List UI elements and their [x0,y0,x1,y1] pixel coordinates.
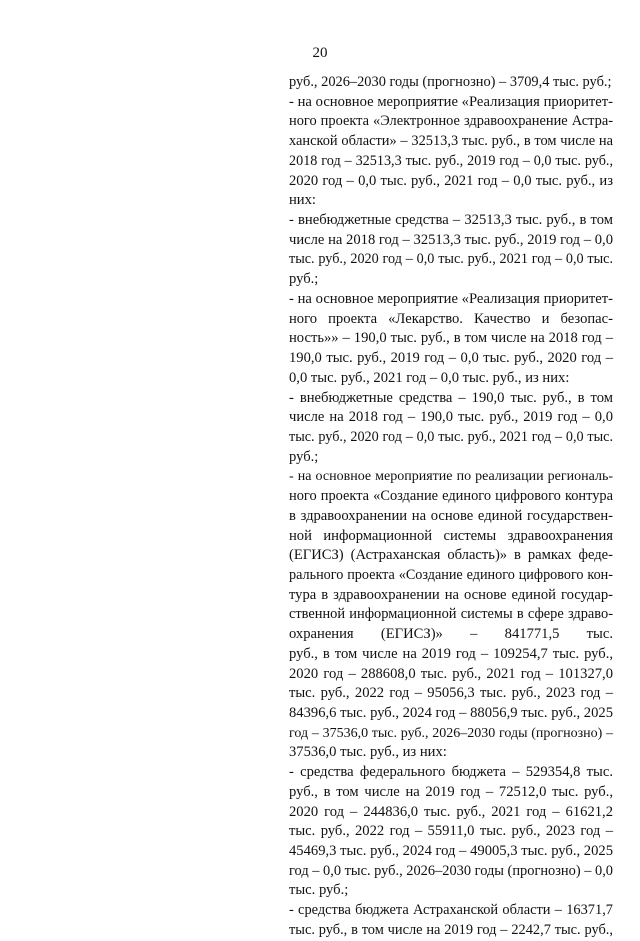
text-line: 37536,0 тыс. руб., из них: [289,744,447,761]
text-line: числе на 2018 год – 190,0 тыс. руб., 2019 год – 0,0 [289,409,613,426]
text-line: год – 0,0 тыс. руб., 2026–2030 годы (прогнозно) – 0,0 [289,862,613,879]
text-line: числе на 2018 год – 32513,3 тыс. руб., 2019 год – 0,0 [289,231,613,248]
text-line: них: [289,192,316,209]
text-line: руб., в том числе на 2019 год – 72512,0 тыс. руб., [289,783,613,800]
text-line: ного проекта «Лекарство. Качество и безопас- [289,310,613,327]
text-line: руб., в том числе на 2019 год – 109254,7 тыс. руб., [289,645,613,662]
text-line: - внебюджетные средства – 32513,3 тыс. руб., в том [289,212,613,229]
text-line: рального проекта «Создание единого цифрового кон- [289,566,613,583]
text-line: тыс. руб.; [289,882,349,899]
text-line: - средства бюджета Астраханской области – 16371,7 [289,902,613,919]
text-line: 0,0 тыс. руб., 2021 год – 0,0 тыс. руб., из них: [289,369,570,386]
text-line: - на основное мероприятие «Реализация приоритет- [289,290,613,307]
text-line: тыс. руб., 2020 год – 0,0 тыс. руб., 2021 год – 0,0 тыс. [289,428,613,445]
text-line: - внебюджетные средства – 190,0 тыс. руб., в том [289,389,613,406]
text-line: тура в здравоохранении на основе единой государ- [289,586,613,603]
text-line: ственной информационной системы в сфере здраво- [289,606,613,623]
text-line: руб., 2026–2030 годы (прогнозно) – 3709,4 тыс. руб.; [289,74,612,90]
text-line: 45469,3 тыс. руб., 2024 год – 49005,3 тыс. руб., 2025 [289,843,613,860]
text-line: 2018 год – 32513,3 тыс. руб., 2019 год – 0,0 тыс. руб., [289,152,613,169]
text-line: 190,0 тыс. руб., 2019 год – 0,0 тыс. руб., 2020 год – [289,350,613,367]
text-line: ного проекта «Создание единого цифрового контура [289,488,613,505]
text-line: руб.; [289,448,319,465]
text-line: тыс. руб., 2022 год – 55911,0 тыс. руб., 2023 год – [289,823,613,840]
page-number: 20 [312,45,328,61]
text-line: тыс. руб., 2022 год – 95056,3 тыс. руб., 2023 год – [289,685,613,702]
text-line: ного проекта «Электронное здравоохранение Астра- [289,113,613,130]
text-line: руб.; [289,271,319,288]
text-line: - на основное мероприятие «Реализация приоритет- [289,93,613,110]
text-line: ность»» – 190,0 тыс. руб., в том числе на 2018 год – [289,330,613,347]
text-line: тыс. руб., 2020 год – 0,0 тыс. руб., 2021 год – 0,0 тыс. [289,251,613,268]
body-text [289,73,613,941]
text-line: - средства федерального бюджета – 529354,8 тыс. [289,764,613,781]
text-line: 2020 год – 0,0 тыс. руб., 2021 год – 0,0 тыс. руб., из [289,172,613,189]
text-line: 2020 год – 288608,0 тыс. руб., 2021 год – 101327,0 [289,665,613,682]
text-line: охранения (ЕГИСЗ)» – 841771,5 тыс. [289,626,613,643]
text-line: 84396,6 тыс. руб., 2024 год – 88056,9 тыс. руб., 2025 [289,705,613,721]
text-line: тыс. руб., в том числе на 2019 год – 2242,7 тыс. руб., [289,921,613,938]
text-line: ной информационной системы здравоохранения [289,527,613,544]
text-line: в здравоохранении на основе единой государствен- [289,507,613,524]
text-line: 2020 год – 244836,0 тыс. руб., 2021 год – 61621,2 [289,803,613,820]
text-line: год – 37536,0 тыс. руб., 2026–2030 годы (прогнозно) – [289,725,613,741]
text-line: (ЕГИСЗ) (Астраханская область)» в рамках феде- [289,547,613,564]
text-line: - на основное мероприятие по реализации региональ- [289,469,613,485]
text-line: ханской области» – 32513,3 тыс. руб., в том числе на [289,133,613,150]
